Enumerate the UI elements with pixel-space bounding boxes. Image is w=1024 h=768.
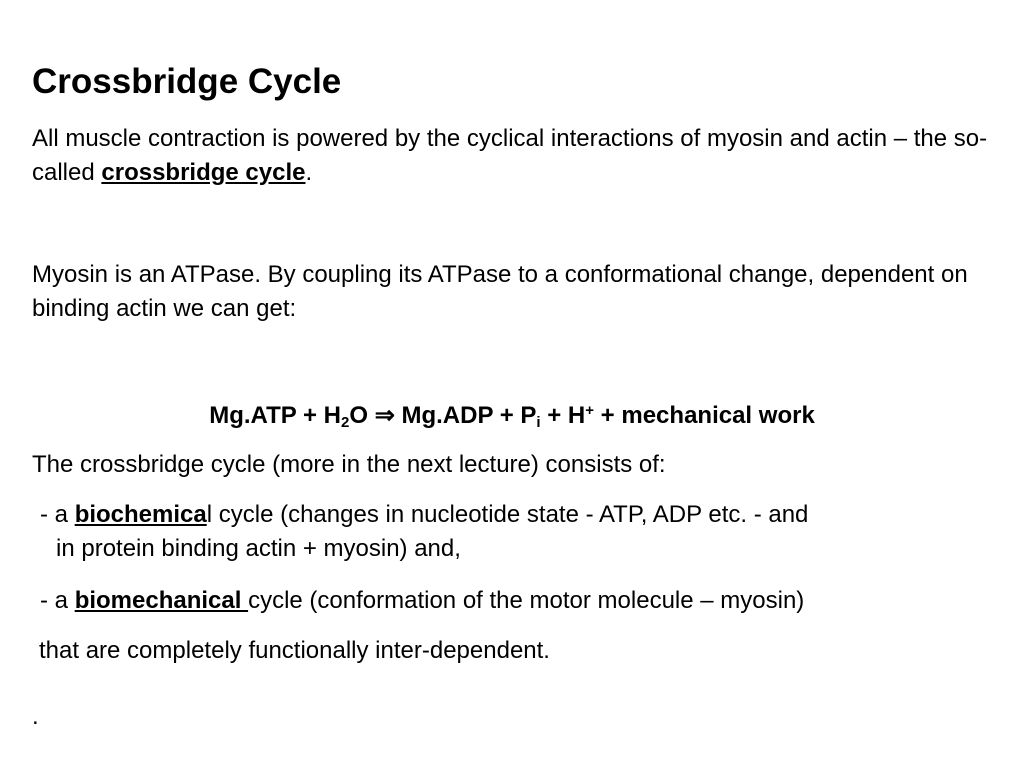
equation-h-superscript: + xyxy=(585,402,595,419)
equation-part-2: O xyxy=(349,402,375,429)
equation-part-5: + mechanical work xyxy=(594,402,815,429)
crossbridge-cycle-term: crossbridge cycle xyxy=(101,159,306,186)
bullet1-prefix: - a xyxy=(40,501,75,528)
atpase-paragraph: Myosin is an ATPase. By coupling its ATPase to a conformational change, dependent on binding actin we can get: xyxy=(32,261,968,322)
cycle-intro-paragraph: The crossbridge cycle (more in the next lecture) consists of: xyxy=(32,451,666,478)
trailing-dot: . xyxy=(32,703,39,730)
atp-hydrolysis-equation xyxy=(0,394,1024,440)
slide-title: Crossbridge Cycle xyxy=(32,62,342,101)
biochemical-term: biochemica xyxy=(74,501,207,528)
bullet2-text: cycle (conformation of the motor molecule – myosin) xyxy=(248,587,805,614)
bullet1-text: l cycle (changes in nucleotide state - ATP, ADP etc. - and xyxy=(206,501,809,528)
biochemical-bullet xyxy=(40,498,980,566)
equation-h2o-subscript: 2 xyxy=(341,414,350,431)
implies-arrow-icon: ⇒ xyxy=(374,402,395,429)
biomechanical-bullet xyxy=(40,584,980,618)
bullet1-continuation: in protein binding actin + myosin) and, xyxy=(56,535,461,562)
biomechanical-term: biomechanical xyxy=(74,587,249,614)
intro-text: All muscle contraction is powered by the cyclical interactions of myosin and actin – the so-called xyxy=(32,125,988,186)
equation-part-4: + H xyxy=(540,402,586,429)
equation-part-1: Mg.ATP + H xyxy=(209,402,341,429)
intro-paragraph xyxy=(32,122,1002,190)
equation-part-3: Mg.ADP + P xyxy=(394,402,537,429)
equation-pi-subscript: i xyxy=(536,414,541,431)
intro-period: . xyxy=(305,159,313,186)
bullet2-prefix: - a xyxy=(40,587,75,614)
closing-statement: that are completely functionally inter-dependent. xyxy=(39,637,550,664)
